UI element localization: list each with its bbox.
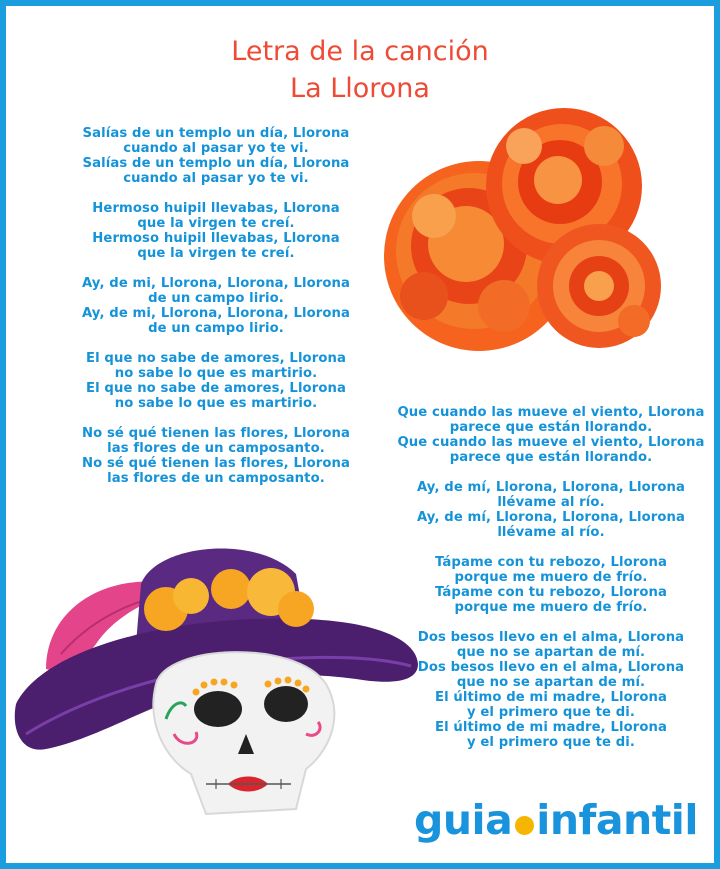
lyric-line: Que cuando las mueve el viento, Llorona [397,405,705,420]
lyric-line: porque me muero de frío. [454,600,648,615]
lyrics-stanza [56,426,376,486]
lyric-line: que no se apartan de mí. [456,675,646,690]
song-name-title: La Llorona [290,73,430,104]
lyric-line: Tápame con tu rebozo, Llorona [435,555,667,570]
marigold-flower-illustration [374,106,674,388]
lyrics-stanza [56,201,376,261]
lyric-line: Ay, de mí, Llorona, Llorona, Llorona [416,510,686,525]
lyrics-right-column [386,405,714,765]
lyric-line: Que cuando las mueve el viento, Llorona [397,435,705,450]
lyric-line: El último de mi madre, Llorona [434,690,668,705]
logo-text-part1: guia [414,796,513,844]
logo-text-part2: infantil [536,796,698,844]
lyric-line: cuando al pasar yo te vi. [123,171,309,186]
flower-bottom-right [537,224,661,348]
lyric-line: El que no sabe de amores, Llorona [86,351,346,366]
guiainfantil-logo[interactable] [414,792,710,848]
lyric-line: porque me muero de frío. [454,570,648,585]
lyrics-stanza [56,126,376,186]
lyrics-stanza [386,555,714,615]
lyrics-stanza [56,276,376,336]
lyric-line: Hermoso huipil llevabas, Llorona [92,231,340,246]
lyric-line: parece que están llorando. [449,420,653,435]
lyric-line: El que no sabe de amores, Llorona [86,381,346,396]
song-card [6,6,714,863]
lyric-line: Dos besos llevo en el alma, Llorona [417,660,685,675]
lyric-line: de un campo lirio. [148,291,284,306]
catrina-skull-illustration [6,534,426,834]
lyric-line: Ay, de mi, Llorona, Llorona, Llorona [81,276,351,291]
lyric-line: Dos besos llevo en el alma, Llorona [417,630,685,645]
lyric-line: parece que están llorando. [449,450,653,465]
lyric-line: de un campo lirio. [148,321,284,336]
lyric-line: que la virgen te creí. [137,246,295,261]
lyric-line: Salías de un templo un día, Llorona [82,156,350,171]
lyric-line: No sé qué tienen las flores, Llorona [81,426,351,441]
lyric-line: Tápame con tu rebozo, Llorona [435,585,667,600]
lyric-line: que no se apartan de mí. [456,645,646,660]
lyrics-stanza [56,351,376,411]
lyric-line: llévame al río. [497,525,605,540]
lyrics-stanza [386,630,714,750]
lyric-line: y el primero que te di. [466,735,636,750]
lyrics-stanza [386,405,714,465]
lyric-line: Ay, de mi, Llorona, Llorona, Llorona [81,306,351,321]
page-title: Letra de la canción [231,36,489,67]
lyric-line: que la virgen te creí. [137,216,295,231]
lyrics-stanza [386,480,714,540]
lyric-line: llévame al río. [497,495,605,510]
lyric-line: cuando al pasar yo te vi. [123,141,309,156]
lyric-line: y el primero que te di. [466,705,636,720]
lyrics-left-column [56,126,376,501]
lyric-line: no sabe lo que es martirio. [114,396,318,411]
lyric-line: Ay, de mí, Llorona, Llorona, Llorona [416,480,686,495]
lyric-line: las flores de un camposanto. [107,441,325,456]
lyric-line: Salías de un templo un día, Llorona [82,126,350,141]
lyric-line: No sé qué tienen las flores, Llorona [81,456,351,471]
lyric-line: El último de mi madre, Llorona [434,720,668,735]
lyric-line: las flores de un camposanto. [107,471,325,486]
logo-dot [515,816,534,835]
lyric-line: no sabe lo que es martirio. [114,366,318,381]
lyric-line: Hermoso huipil llevabas, Llorona [92,201,340,216]
